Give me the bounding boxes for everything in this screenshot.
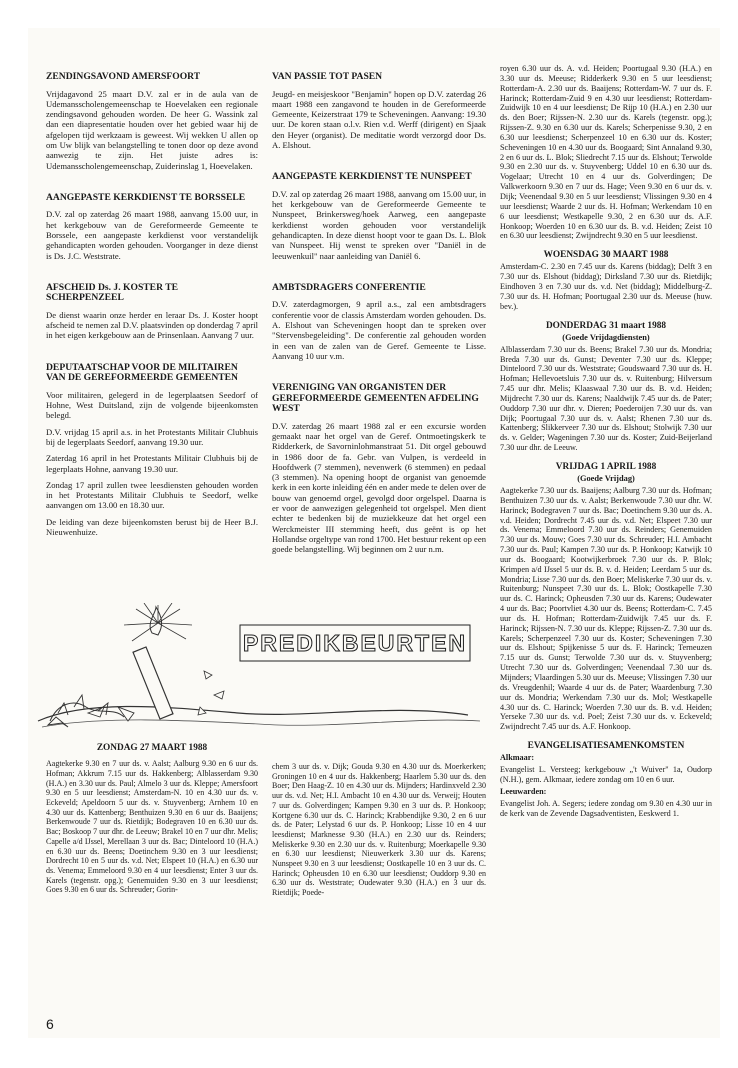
zondag-continued — [500, 64, 712, 241]
article-paragraph: D.V. vrijdag 15 april a.s. in het Protestants Militair Clubhuis bij de legerplaats Seedorf, aanvang 19.30 uur. — [46, 426, 258, 447]
article-passie — [272, 72, 486, 150]
article-text: D.V. zal op zaterdag 26 maart 1988, aanvang om 15.00 uur, in het kerkgebouw van de Gereformeerde Gemeente te Nunspeet, Brinkersweg/hoek Aarweg, een aangepaste kerkdienst worden gehouden voor verstandelijk gehandicapten. In deze dienst hoopt voor te gaan Ds. L. Blok van Nunspeet. Hij wenst te spreken over "Daniël in de leeuwenkuil" naar aanleiding van Daniël 6. — [272, 188, 486, 261]
section-text: Amsterdam-C. 2.30 en 7.45 uur ds. Karens (biddag); Delft 3 en 7.30 uur ds. Elshout (biddag); Dirksland 7.30 uur ds. Rietdijk; Eindhoven 3 en 7.30 uur ds. v.d. Net (biddag); Middelburg-Z. 7.30 uur ds. H. Hofman; Poortugaal 2.30 uur ds. Meeuse (huw. bev.). — [500, 262, 712, 311]
section-text: Alblasserdam 7.30 uur ds. Beens; Brakel 7.30 uur ds. Mondria; Breda 7.30 uur ds. Gunst; Deventer 7.30 uur ds. Kleppe; Dinteloord 7.30 uur ds. Weststrate; Goudswaard 7.30 uur ds. H. Hofman; Hellevoetsluis 7.30 uur ds. v. Ruitenburg; Hilversum 7.45 uur dhr. Melis; Klaaswaal 7.30 uur ds. B. v.d. Heiden; Mijdrecht 7.30 uur ds. Karens; Naaldwijk 7.45 uur ds. de Pater; Ouddorp 7.30 uur dhr. v. Dieren; Poederoijen 7.30 uur ds. van Dijk; Poortugaal 7.30 uur ds. v. Aalst; Rhenen 7.30 uur ds. Kattenberg; Slikkerveer 7.30 uur ds. Elshout; Stolwijk 7.30 uur ds. v. Gelder; Wageningen 7.30 uur ds. Koster; Zuid-Beijerland 7.30 uur dhr. de Leeuw. — [500, 344, 712, 453]
article-text: D.V. zal op zaterdag 26 maart 1988, aanvang 15.00 uur, in het kerkgebouw van de Gereformeerde Gemeente te Borssele, een aangepaste kerkdienst voor verstandelijk gehandicapten worden gehouden. Voorganger in deze dienst is Ds. J.C. Weststrate. — [46, 209, 258, 261]
section-donderdag — [500, 321, 712, 453]
zondag-column-1 — [46, 743, 258, 895]
article-amersfoort — [46, 72, 258, 171]
location-label: Leeuwarden: — [500, 786, 547, 796]
article-title: VAN PASSIE TOT PASEN — [272, 71, 383, 82]
section-text: Aagtekerke 7.30 uur ds. Baaijens; Aalburg 7.30 uur ds. Hofman; Benthuizen 7.30 uur ds. v. Aalst; Berkenwoude 7.30 uur dhr. W. Harinck; Bodegraven 7 uur ds. Bac; Doetinchem 9.30 uur ds. A. v.d. Heiden; Dordrecht 7.45 uur ds. v.d. Net; Elspeet 7.30 uur ds. Venema; Emmeloord 7.30 uur ds. Reinders; Genemuiden 7.30 uur ds. Mouw; Goes 7.30 uur ds. Schreuder; H.I. Ambacht 7.30 uur ds. Paul; Kampen 7.30 uur ds. P. Honkoop; Katwijk 10 uur ds. Boogaard; Kootwijkerbroek 7.30 uur ds. P. Blok; Krimpen a/d IJssel 5 uur ds. B. v. d. Heiden; Leerdam 5 uur ds. Mondria; Lisse 7.30 uur ds. den Boer; Meliskerke 7.30 uur ds. v. Ruitenburg; Nunspeet 7.30 uur ds. L. Blok; Oostkapelle 7.30 uur ds. C. Harinck; Opheusden 7.30 uur ds. Karens; Oudewater 4 uur ds. Bac; Poortvliet 4.30 uur ds. Beens; Rotterdam-C. 7.45 uur ds. H. Hofman; Rotterdam-Zuidwijk 7.45 uur ds. F. Harinck; Rijssen-N. 7.30 uur ds. Kleppe; Rijssen-Z. 7.30 uur ds. Karels; Scherpenzeel 7.30 uur ds. Koster; Scheveningen 7.30 uur ds. Elshout; Spijkenisse 5 uur ds. F. Harinck; Terneuzen 7.15 uur ds. Gunst; Terwolde 7.30 uur ds. v. Stuyvenberg; Utrecht 7.30 uur ds. Golverdingen; Veenendaal 7.30 uur ds. Mijnders; Vlaardingen 5.30 uur ds. Meeuse; Vlissingen 7.30 uur ds. Vreugdenhil; Waarde 4 uur ds. de Pater; Waardenburg 7.30 uur ds. Mondria; Werkendam 7.30 uur ds. Mol; Westkapelle 4.30 uur ds. C. Harinck; Woerden 7.30 uur ds. B. v.d. Heiden; Yerseke 7.30 uur ds. v.d. Poel; Zeist 7.30 uur ds. v. Eckeveld; Zwijndrecht 7.45 uur ds. A.F. Honkoop. — [500, 485, 712, 732]
zondag-column-2 — [272, 762, 486, 898]
column-right — [500, 64, 712, 827]
article-title: DEPUTAATSCHAP VOOR DE MILITAIREN VAN DE GEREFORMEERDE GEMEENTEN — [46, 361, 238, 384]
article-title: AANGEPASTE KERKDIENST TE NUNSPEET — [272, 171, 472, 183]
document-page — [28, 28, 720, 1038]
banner-title: PREDIKBEURTEN — [242, 629, 468, 656]
section-woensdag — [500, 250, 712, 311]
article-paragraph: Zaterdag 16 april in het Protestants Militair Clubhuis bij de legerplaats Hohne, aanvang 19.30 uur. — [46, 453, 258, 474]
zondag-text-a: Aagtekerke 9.30 en 7 uur ds. v. Aalst; Aalburg 9.30 en 6 uur ds. Hofman; Akkrum 7.15 uur ds. Hakkenberg; Alblasserdam 9.30 (H.A.) en 3.30 uur ds. Paul; Almelo 3 uur ds. Kleppe; Amersfoort 9.30 en 5 uur leesdienst; Amsterdam-N. 10 en 4.30 uur ds. v. Eckeveld; Apeldoorn 5 uur ds. v. Stuyvenberg; Arnhem 10 en 4.30 uur ds. Kattenberg; Benthuizen 9.30 en 6 uur ds. Baaijens; Berkenwoude 7 uur ds. Rietdijk; Bodegraven 10 en 6.30 uur ds. Bac; Boskoop 7 uur dhr. de Leeuw; Brakel 10 en 7 uur dhr. Melis; Capelle a/d IJssel, Merellaan 3 uur ds. Bac; Dinteloord 10 (H.A.) en 6.30 uur ds. Beens; Doetinchem 9.30 en 3 uur leesdienst; Dordrecht 10 en 5 uur ds. v.d. Net; Elspeet 10 (H.A.) en 6.30 uur ds. Venema; Emmeloord 9.30 en 4 uur leesdienst; Enter 3 uur ds. Karels (tegenstr. opg.); Genemuiden 9.30 en 3 uur leesdienst; Goes 9.30 en 6 uur ds. Schreuder; Gorin- — [46, 759, 258, 895]
article-nunspeet — [272, 172, 486, 261]
section-title: DONDERDAG 31 maart 1988 — [545, 320, 667, 331]
section-title: VRIJDAG 1 APRIL 1988 — [555, 461, 657, 472]
section-vrijdag — [500, 462, 712, 732]
section-title: EVANGELISATIESAMENKOMSTEN — [527, 741, 685, 752]
article-text: D.V. zaterdag 26 maart 1988 zal er een excursie worden gemaakt naar het orgel van de Geref. Ontmoetingskerk te Ridderkerk, de Savorninlohmanstraat 51. Dit orgel gebouwd in 1986 door de fa. Gebr. van Vulpen, is verdeeld in Hoofdwerk (7 stemmen), nevenwerk (6 stemmen) en pedaal (3 stemmen). Na opening hoopt de organist van genoemde kerk in een korte inleiding één en ander mede te delen over de bouw van genoemd orgel, gevolgd door orgelspel. Daarna is er voor de aanwezigen gelegenheid tot orgelspel. Men dient echter te bedenken bij de muziekkeuze dat het orgel een Werckmeister III stemming heeft, dus geënt is op het Hollandse orgeltype van rond 1700. Het bestuur rekent op een goede belangstelling. Wij beginnen om 2 uur n.m. — [272, 420, 486, 555]
section-evangelisatie — [500, 741, 712, 818]
article-title: AFSCHEID Ds. J. KOSTER TE SCHERPENZEEL — [46, 281, 179, 304]
article-organisten — [272, 383, 486, 554]
article-title: AMBTSDRAGERS CONFERENTIE — [272, 281, 426, 293]
section-subtitle: (Goede Vrijdag) — [577, 474, 635, 484]
candle-illustration — [28, 603, 490, 739]
article-borssele — [46, 193, 258, 261]
location-text: Evangelist Joh. A. Segers; iedere zondag om 9.30 en 4.30 uur in de kerk van de Zevende Dagsadventisten, Eeskwerd 1. — [500, 798, 712, 818]
zondag-text-c: royen 6.30 uur ds. A. v.d. Heiden; Poortugaal 9.30 (H.A.) en 3.30 uur ds. Meeuse; Ridderkerk 9.30 en 5 uur leesdienst; Rotterdam-A. 2.30 uur ds. Baaijens; Rotterdam-W. 7 uur ds. F. Harinck; Rotterdam-Zuid 9 en 4.30 uur leesdienst; Rotterdam-Zuidwijk 10 en 4 uur leesdienst; De Rijp 10 (H.A.) en 2.30 uur ds. den Boer; Rijssen-N. 2.30 uur ds. Karels (tegenstr. opg.); Rijssen-Z. 9.30 en 6.30 uur ds. Karels; Scherpenisse 9.30, 2 en 6.30 uur leesdienst; Scherpenzeel 10 en 6.30 uur ds. Koster; Scheveningen 10 en 4.30 uur ds. Boogaard; Sint Annaland 9.30, 2 en 6 uur ds. L. Blok; Sliedrecht 7.15 uur ds. Elshout; Terwolde 9.30 en 2.30 uur ds. v. Stuyvenberg; Uddel 10 en 6.30 uur ds. Vogelaar; Utrecht 10 en 4 uur ds. Golverdingen; De Valkwerkoorn 9.30 en 7 uur ds. Hage; Veen 9.30 en 6 uur ds. v. Dijk; Veenendaal 9.30 en 5 uur leesdienst; Vlissingen 9.30 en 4 uur leesdienst; Waarde 2 uur ds. H. Hofman; Werkendam 10 en 6 uur leesdienst; Westkapelle 9.30, 2 en 6.30 uur ds. A.F. Honkoop; Woerden 10 en 6.30 uur ds. B. v.d. Heiden; Zeist 10 en 6.30 uur leesdienst; Zwijndrecht 9.30 en 5 uur leesdienst. — [500, 64, 712, 241]
article-paragraph: Zondag 17 april zullen twee leesdiensten gehouden worden in het Protestants Militair Clubhuis te Seedorf, welke aanvangen om 13.00 en 18.30 uur. — [46, 479, 258, 511]
article-militairen — [46, 363, 258, 538]
article-text: Jeugd- en meisjeskoor "Benjamin" hopen op D.V. zaterdag 26 maart 1988 een zangavond te houden in de Gereformeerde Gemeente, Keizerstraat 179 te Scheveningen. Aanvang: 19.30 uur. De koren staan o.l.v. Rien v.d. Werff (dirigent) en Sjaak den Heyer (organist). De meditatie wordt verzorgd door Ds. A. Elshout. — [272, 88, 486, 150]
predikbeurten-banner — [28, 603, 490, 739]
article-text: Vrijdagavond 25 maart D.V. zal er in de aula van de Udemansscholengemeenschap te Hoevelaken een regionale zendingsavond gehouden worden. De heer G. Wassink zal dan een diapresentatie houden over het gebied waar hij de afgelopen tijd werkzaam is geweest. Wij wekken U allen op om Uw blijk van belangstelling te tonen door op deze avond aanwezig te zijn. Het juiste adres is: Udemansscholengemeenschap, Zuiderinslag 1, Hoevelaken. — [46, 88, 258, 171]
page-number: 6 — [46, 1016, 54, 1032]
section-title: WOENSDAG 30 MAART 1988 — [543, 250, 669, 261]
article-paragraph: Voor militairen, gelegerd in de legerplaatsen Seedorf of Hohne, West Duitsland, zijn de volgende bijeenkomsten belegd. — [46, 389, 258, 421]
zondag-text-b: chem 3 uur ds. v. Dijk; Gouda 9.30 en 4.30 uur ds. Moerkerken; Groningen 10 en 4 uur ds. Hakkenberg; Haarlem 5.30 uur ds. den Boer; Den Haag-Z. 10 en 4.30 uur ds. Mijnders; Hardinxveld 2.30 uur ds. v.d. Net; H.I. Ambacht 10 en 4.30 uur ds. Verweij; Houten 7 uur ds. Golverdingen; Kampen 9.30 en 3 uur ds. P. Honkoop; Kortgene 6.30 uur ds. C. Harinck; Krabbendijke 9.30, 2 en 6 uur ds. de Pater; Lelystad 6 uur ds. P. Honkoop; Lisse 10 en 4 uur leesdienst; Marknesse 9.30 (H.A.) en 2.30 uur ds. Reinders; Meliskerke 9.30 en 2.30 uur ds. v. Ruitenburg; Moerkapelle 9.30 en 6.30 uur leesdienst; Nieuwerkerk 3.30 uur ds. Karens; Nunspeet 9.30 en 3 uur leesdienst; Oostkapelle 10 en 3 uur ds. C. Harinck; Opheusden 10 en 6.30 uur leesdienst; Ouddorp 9.30 en 6.30 uur ds. Weststrate; Oudewater 9.30 (H.A.) en 3 uur ds. Rietdijk; Poede- — [272, 762, 486, 898]
article-text: D.V. zaterdagmorgen, 9 april a.s., zal een ambtsdragers conferentie voor de classis Amsterdam worden gehouden. Ds. A. Elshout van Scheveningen hoopt dan te spreken over "Stervensbegeleiding". De conferentie zal gehouden worden in een van de zalen van de Geref. Gemeente te Lisse. Aanvang 10 uur v.m. — [272, 299, 486, 361]
location-text: Evangelist L. Versteeg; kerkgebouw „'t Wuiver" 1a, Oudorp (N.H.), gem. Alkmaar, iedere zondag om 10 en 6 uur. — [500, 765, 712, 784]
column-left — [46, 72, 258, 559]
location-label: Alkmaar: — [500, 753, 535, 763]
column-middle — [272, 72, 486, 577]
section-title: ZONDAG 27 MAART 1988 — [96, 743, 208, 753]
article-koster — [46, 283, 258, 341]
article-title: ZENDINGSAVOND AMERSFOORT — [46, 71, 201, 82]
article-ambtsdragers — [272, 283, 486, 361]
article-title: AANGEPASTE KERKDIENST TE BORSSELE — [46, 191, 246, 203]
section-subtitle: (Goede Vrijdagdiensten) — [562, 332, 650, 342]
article-title: VERENIGING VAN ORGANISTEN DER GEREFORMEERDE GEMEENTEN AFDELING WEST — [272, 382, 479, 415]
article-paragraph: De leiding van deze bijeenkomsten berust bij de Heer B.J. Nieuwenhuize. — [46, 516, 258, 538]
article-text: De dienst waarin onze herder en leraar Ds. J. Koster hoopt afscheid te nemen zal D.V. plaatsvinden op donderdag 7 april in het eigen kerkgebouw aan de Prinsenlaan. Aanvang 7 uur. — [46, 309, 258, 341]
